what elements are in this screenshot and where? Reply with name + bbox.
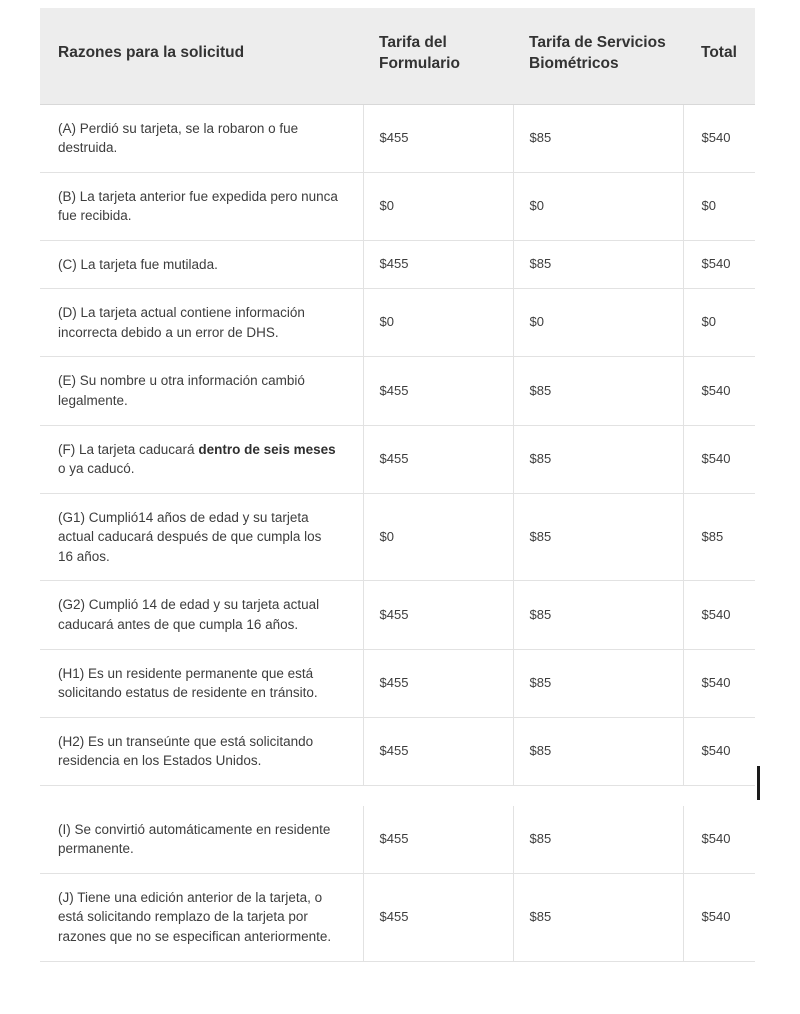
cell-total: $540 xyxy=(683,717,755,785)
cell-form-fee: $455 xyxy=(363,717,513,785)
column-header-total: Total xyxy=(683,8,755,104)
cell-total: $0 xyxy=(683,172,755,240)
cell-biometric-fee: $85 xyxy=(513,717,683,785)
cell-reason: (J) Tiene una edición anterior de la tarjeta, o está solicitando remplazo de la tarjeta por razones que no se especifican anteriormente. xyxy=(40,873,363,961)
cell-reason: (H1) Es un residente permanente que está solicitando estatus de residente en tránsito. xyxy=(40,649,363,717)
cell-biometric-fee: $85 xyxy=(513,581,683,649)
cell-total: $540 xyxy=(683,357,755,425)
cell-form-fee: $0 xyxy=(363,289,513,357)
cell-form-fee: $455 xyxy=(363,357,513,425)
cell-total: $540 xyxy=(683,873,755,961)
cell-reason: (G2) Cumplió 14 de edad y su tarjeta actual caducará antes de que cumpla 16 años. xyxy=(40,581,363,649)
table-row xyxy=(40,104,755,172)
cell-reason: (F) La tarjeta caducará dentro de seis meses o ya caducó. xyxy=(40,425,363,493)
cell-total: $540 xyxy=(683,240,755,289)
table-row xyxy=(40,806,755,874)
cell-form-fee: $455 xyxy=(363,806,513,874)
table-row xyxy=(40,357,755,425)
cell-reason: (H2) Es un transeúnte que está solicitando residencia en los Estados Unidos. xyxy=(40,717,363,785)
table-section-gap-cell xyxy=(40,785,755,806)
cell-form-fee: $455 xyxy=(363,649,513,717)
table-row xyxy=(40,172,755,240)
cell-total: $540 xyxy=(683,425,755,493)
cell-reason: (G1) Cumplió14 años de edad y su tarjeta actual caducará después de que cumpla los 16 años. xyxy=(40,493,363,581)
table-row xyxy=(40,581,755,649)
cell-total: $540 xyxy=(683,104,755,172)
cell-biometric-fee: $0 xyxy=(513,289,683,357)
cell-biometric-fee: $85 xyxy=(513,649,683,717)
cell-form-fee: $0 xyxy=(363,493,513,581)
table-header xyxy=(40,8,755,104)
table-section-gap xyxy=(40,785,755,806)
cell-reason: (I) Se convirtió automáticamente en residente permanente. xyxy=(40,806,363,874)
cell-biometric-fee: $85 xyxy=(513,425,683,493)
table-header-row xyxy=(40,8,755,104)
cell-total: $540 xyxy=(683,649,755,717)
column-header-reason: Razones para la solicitud xyxy=(40,8,363,104)
cell-form-fee: $455 xyxy=(363,581,513,649)
cell-biometric-fee: $0 xyxy=(513,172,683,240)
table-row xyxy=(40,649,755,717)
table-row xyxy=(40,493,755,581)
cell-biometric-fee: $85 xyxy=(513,806,683,874)
cell-total: $0 xyxy=(683,289,755,357)
fee-table xyxy=(40,8,755,962)
cell-reason: (A) Perdió su tarjeta, se la robaron o fue destruida. xyxy=(40,104,363,172)
cell-total: $85 xyxy=(683,493,755,581)
cell-form-fee: $0 xyxy=(363,172,513,240)
cell-form-fee: $455 xyxy=(363,873,513,961)
table-row xyxy=(40,240,755,289)
cell-total: $540 xyxy=(683,806,755,874)
cell-reason: (B) La tarjeta anterior fue expedida pero nunca fue recibida. xyxy=(40,172,363,240)
table-row xyxy=(40,289,755,357)
column-header-form-fee: Tarifa del Formulario xyxy=(363,8,513,104)
cell-biometric-fee: $85 xyxy=(513,493,683,581)
cell-total: $540 xyxy=(683,581,755,649)
cell-biometric-fee: $85 xyxy=(513,240,683,289)
text-cursor-caret xyxy=(757,766,760,800)
cell-form-fee: $455 xyxy=(363,240,513,289)
cell-biometric-fee: $85 xyxy=(513,104,683,172)
table-row xyxy=(40,425,755,493)
cell-form-fee: $455 xyxy=(363,104,513,172)
cell-reason: (D) La tarjeta actual contiene información incorrecta debido a un error de DHS. xyxy=(40,289,363,357)
table-row xyxy=(40,873,755,961)
cell-reason: (E) Su nombre u otra información cambió legalmente. xyxy=(40,357,363,425)
column-header-biometric-fee: Tarifa de Servicios Biométricos xyxy=(513,8,683,104)
table-body xyxy=(40,104,755,961)
table-row xyxy=(40,717,755,785)
cell-form-fee: $455 xyxy=(363,425,513,493)
cell-reason: (C) La tarjeta fue mutilada. xyxy=(40,240,363,289)
cell-biometric-fee: $85 xyxy=(513,357,683,425)
cell-biometric-fee: $85 xyxy=(513,873,683,961)
